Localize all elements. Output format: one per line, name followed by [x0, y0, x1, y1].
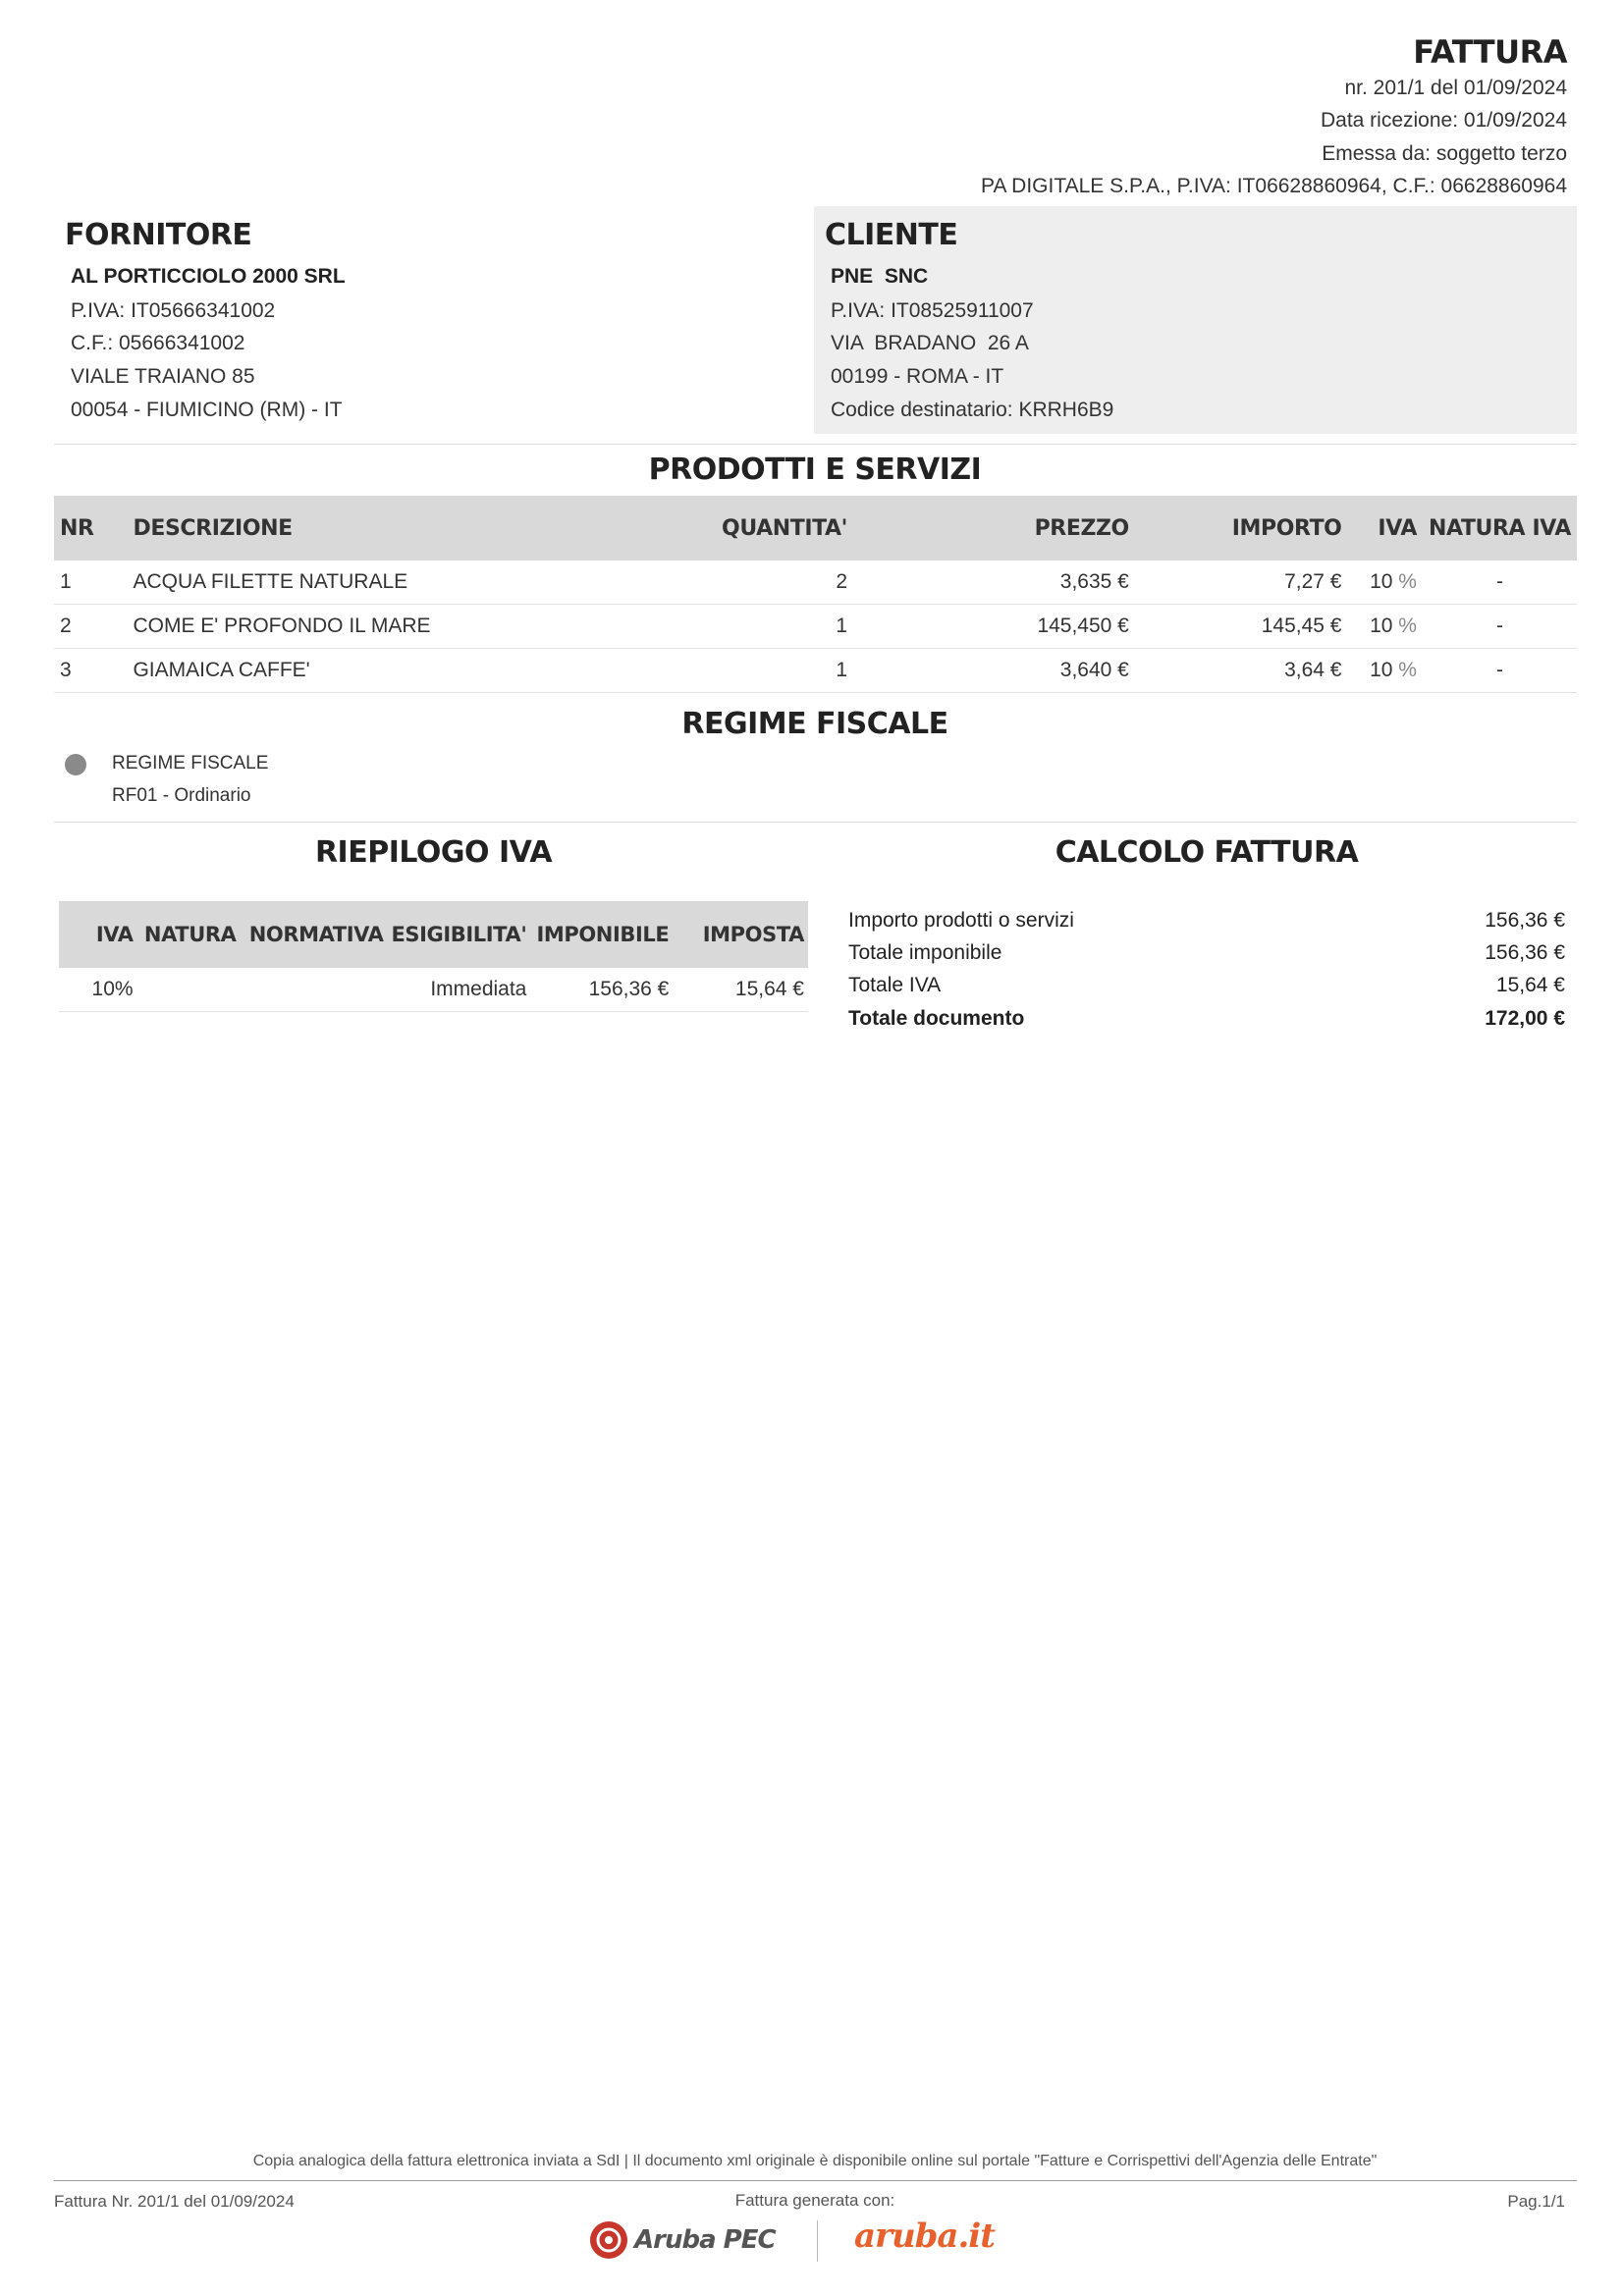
row-iva-value: 10 — [1370, 614, 1393, 637]
row-qty: 1 — [610, 605, 853, 649]
row-iva — [1347, 605, 1422, 649]
calc-label: Totale imponibile — [848, 941, 1002, 964]
aruba-pec-logo[interactable] — [589, 2220, 776, 2260]
col-iva: IVA — [1347, 496, 1422, 561]
client-name: PNE SNC — [831, 265, 929, 288]
row-nr: 3 — [54, 649, 127, 693]
footer-page-number: Pag.1/1 — [1507, 2192, 1565, 2211]
supplier-piva: P.IVA: IT05666341002 — [71, 299, 276, 322]
invoice-title: FATTURA — [1413, 33, 1567, 71]
invoice-number: nr. 201/1 del 01/09/2024 — [1344, 77, 1567, 99]
regime-value: RF01 - Ordinario — [112, 785, 251, 806]
calc-label: Importo prodotti o servizi — [848, 909, 1074, 932]
iva-summary-table — [59, 901, 808, 1012]
logo-separator — [817, 2220, 818, 2262]
row-amount: 3,64 € — [1135, 649, 1348, 693]
supplier-box — [54, 206, 808, 434]
aruba-pec-at-icon — [589, 2220, 628, 2260]
calc-row-imponibile — [848, 941, 1565, 974]
footer-generated-with: Fattura generata con: — [734, 2191, 895, 2210]
received-date: Data ricezione: 01/09/2024 — [1320, 109, 1567, 132]
regime-label: REGIME FISCALE — [112, 753, 269, 774]
col-quantita: QUANTITA' — [610, 496, 853, 561]
row-price: 3,635 € — [853, 561, 1135, 605]
table-row — [54, 649, 1577, 693]
calc-value: 15,64 € — [1495, 974, 1565, 996]
row-qty: 2 — [610, 561, 853, 605]
footer-note: Copia analogica della fattura elettronica inviata a SdI | Il documento xml originale è disponibile online sul portale "Fatture e Corrispettivi dell'Agenzia delle Entrate" — [252, 2153, 1378, 2169]
supplier-cf: C.F.: 05666341002 — [71, 332, 245, 354]
row-iva — [1347, 649, 1422, 693]
col-natura-iva: NATURA IVA — [1423, 496, 1577, 561]
iva-summary-heading: RIEPILOGO IVA — [314, 835, 553, 870]
row-qty: 1 — [610, 649, 853, 693]
row-natura: - — [1423, 649, 1577, 693]
regime-heading: REGIME FISCALE — [681, 707, 948, 741]
total-value: 172,00 € — [1485, 1007, 1565, 1030]
client-box — [814, 206, 1577, 434]
row-nr: 1 — [54, 561, 127, 605]
aruba-pec-logo-text: Aruba PEC — [634, 2225, 776, 2255]
row-desc: COME E' PROFONDO IL MARE — [127, 605, 609, 649]
client-dest-code: Codice destinatario: KRRH6B9 — [831, 399, 1114, 421]
row-natura: - — [1423, 561, 1577, 605]
client-city: 00199 - ROMA - IT — [831, 365, 1004, 388]
iva-natura — [137, 968, 241, 1012]
row-price: 3,640 € — [853, 649, 1135, 693]
supplier-address: VIALE TRAIANO 85 — [71, 365, 255, 388]
products-heading: PRODOTTI E SERVIZI — [648, 453, 982, 487]
row-iva-unit: % — [1398, 659, 1417, 681]
col-esigibilita: ESIGIBILITA' — [387, 901, 530, 968]
row-amount: 7,27 € — [1135, 561, 1348, 605]
row-price: 145,450 € — [853, 605, 1135, 649]
calc-label: Totale IVA — [848, 974, 942, 996]
row-iva-unit: % — [1398, 570, 1417, 593]
client-heading: CLIENTE — [825, 218, 958, 252]
table-row — [54, 605, 1577, 649]
supplier-heading: FORNITORE — [65, 218, 252, 252]
calc-heading: CALCOLO FATTURA — [1055, 835, 1359, 870]
col-prezzo: PREZZO — [853, 496, 1135, 561]
iva-rate: 10% — [59, 968, 137, 1012]
third-party-info: PA DIGITALE S.P.A., P.IVA: IT06628860964, C.F.: 06628860964 — [981, 175, 1567, 197]
supplier-city: 00054 - FIUMICINO (RM) - IT — [71, 399, 343, 421]
col-imposta: IMPOSTA — [673, 901, 808, 968]
calc-row-total — [848, 1007, 1565, 1040]
total-label: Totale documento — [848, 1007, 1025, 1030]
products-table — [54, 496, 1577, 693]
row-iva-value: 10 — [1370, 570, 1393, 593]
row-nr: 2 — [54, 605, 127, 649]
divider — [54, 444, 1577, 445]
calc-row-iva — [848, 974, 1565, 1006]
table-row — [59, 968, 808, 1012]
col-importo: IMPORTO — [1135, 496, 1348, 561]
row-iva-value: 10 — [1370, 659, 1393, 681]
row-iva — [1347, 561, 1422, 605]
iva-esigibilita: Immediata — [387, 968, 530, 1012]
supplier-name: AL PORTICCIOLO 2000 SRL — [71, 265, 346, 288]
row-iva-unit: % — [1398, 614, 1417, 637]
client-address: VIA BRADANO 26 A — [831, 332, 1029, 354]
row-desc: GIAMAICA CAFFE' — [127, 649, 609, 693]
row-desc: ACQUA FILETTE NATURALE — [127, 561, 609, 605]
bullet-icon — [65, 754, 86, 775]
calc-row-products — [848, 909, 1565, 941]
col-descrizione: DESCRIZIONE — [127, 496, 609, 561]
footer-invoice-ref: Fattura Nr. 201/1 del 01/09/2024 — [54, 2192, 295, 2211]
row-amount: 145,45 € — [1135, 605, 1348, 649]
calc-value: 156,36 € — [1485, 941, 1565, 964]
col-normativa: NORMATIVA — [241, 901, 388, 968]
footer-divider — [54, 2180, 1577, 2181]
products-header-row — [54, 496, 1577, 561]
col-natura: NATURA — [137, 901, 241, 968]
col-nr: NR — [54, 496, 127, 561]
table-row — [54, 561, 1577, 605]
aruba-it-logo[interactable]: aruba.it — [854, 2216, 995, 2256]
iva-imponibile: 156,36 € — [530, 968, 673, 1012]
col-imponibile: IMPONIBILE — [530, 901, 673, 968]
calc-value: 156,36 € — [1485, 909, 1565, 932]
iva-imposta: 15,64 € — [673, 968, 808, 1012]
client-piva: P.IVA: IT08525911007 — [831, 299, 1034, 322]
issued-by: Emessa da: soggetto terzo — [1322, 142, 1567, 165]
divider — [54, 822, 1577, 823]
iva-normativa — [241, 968, 388, 1012]
col-iva: IVA — [59, 901, 137, 968]
row-natura: - — [1423, 605, 1577, 649]
iva-header-row — [59, 901, 808, 968]
